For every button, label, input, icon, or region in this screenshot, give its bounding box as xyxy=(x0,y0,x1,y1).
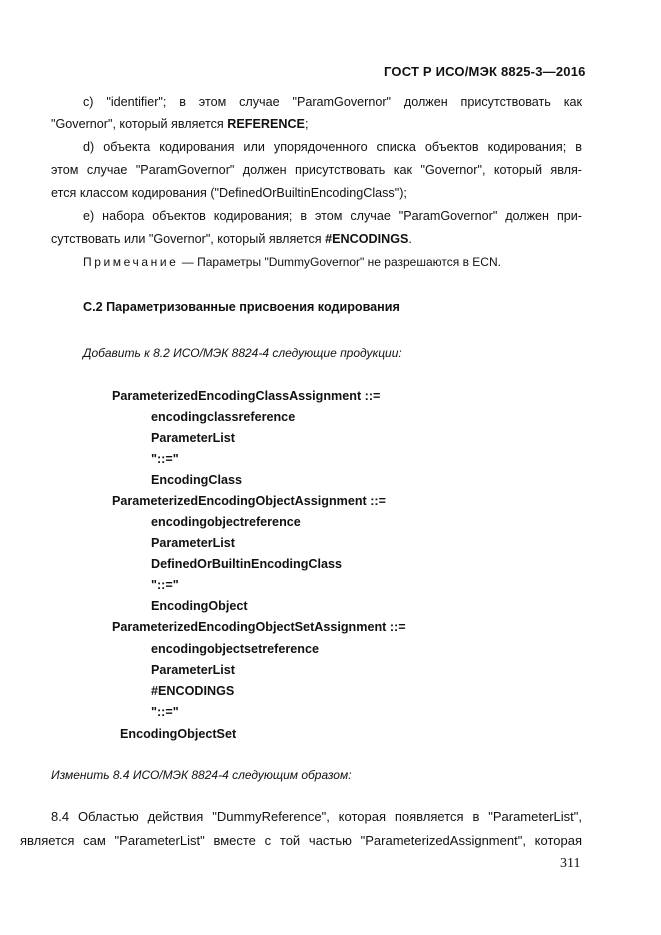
production-line: ParameterList xyxy=(151,663,235,677)
production-line: "::=" xyxy=(151,578,179,592)
note-text: — Параметры "DummyGovernor" не разрешаются в ECN. xyxy=(178,255,501,269)
item-c-line2 xyxy=(51,116,308,133)
section-title: С.2 Параметризованные присвоения кодирования xyxy=(83,300,400,314)
item-c-line1: c) "identifier"; в этом случае "ParamGovernor" должен присутствовать как xyxy=(83,95,582,109)
para-8-4-line2: является сам "ParameterList" вместе с той частью "ParameterizedAssignment", которая xyxy=(20,833,582,848)
item-c-end: ; xyxy=(304,117,309,131)
para-8-4-line1: 8.4 Областью действия "DummyReference", которая появляется в "ParameterList", xyxy=(51,809,582,824)
instruction-change: Изменить 8.4 ИСО/МЭК 8824-4 следующим образом: xyxy=(51,768,352,782)
item-d-line1: d) объекта кодирования или упорядоченного списка объектов кодирования; в xyxy=(83,140,582,154)
page-number: 311 xyxy=(560,856,581,871)
production-line: EncodingObjectSet xyxy=(120,727,237,741)
instruction-add: Добавить к 8.2 ИСО/МЭК 8824-4 следующие продукции: xyxy=(83,346,402,360)
production-line: EncodingClass xyxy=(151,473,242,487)
page-header: ГОСТ Р ИСО/МЭК 8825-3—2016 xyxy=(384,64,586,79)
production-line: #ENCODINGS xyxy=(151,684,235,698)
production-line: encodingobjectsetreference xyxy=(151,642,319,656)
production-line: ParameterList xyxy=(151,536,235,550)
item-d-line2: этом случае "ParamGovernor" должен присутствовать как "Governor", который явля- xyxy=(51,163,582,177)
production-line: encodingobjectreference xyxy=(151,515,301,529)
production-line: "::=" xyxy=(151,452,179,466)
production-line: ParameterList xyxy=(151,431,235,445)
keyword-reference: REFERENCE xyxy=(227,117,305,131)
item-e-end: . xyxy=(408,232,412,246)
production-line: ParameterizedEncodingObjectAssignment ::= xyxy=(112,494,386,508)
keyword-encodings: #ENCODINGS xyxy=(325,232,409,246)
item-d-line3: ется классом кодирования ("DefinedOrBuiltinEncodingClass"); xyxy=(51,186,407,200)
item-c-text: "Governor", который является xyxy=(51,117,228,131)
production-line: "::=" xyxy=(151,705,179,719)
note-label: Примечание xyxy=(83,255,179,269)
production-line: DefinedOrBuiltinEncodingClass xyxy=(151,557,343,571)
production-line: ParameterizedEncodingClassAssignment ::= xyxy=(112,389,381,403)
item-e-line1: e) набора объектов кодирования; в этом случае "ParamGovernor" должен при- xyxy=(83,209,582,223)
item-e-text: сутствовать или "Governor", который является xyxy=(51,232,326,246)
production-line: ParameterizedEncodingObjectSetAssignment ::= xyxy=(112,620,406,634)
production-line: EncodingObject xyxy=(151,599,248,613)
production-line: encodingclassreference xyxy=(151,410,296,424)
item-e-line2 xyxy=(51,231,412,248)
note xyxy=(83,254,501,271)
